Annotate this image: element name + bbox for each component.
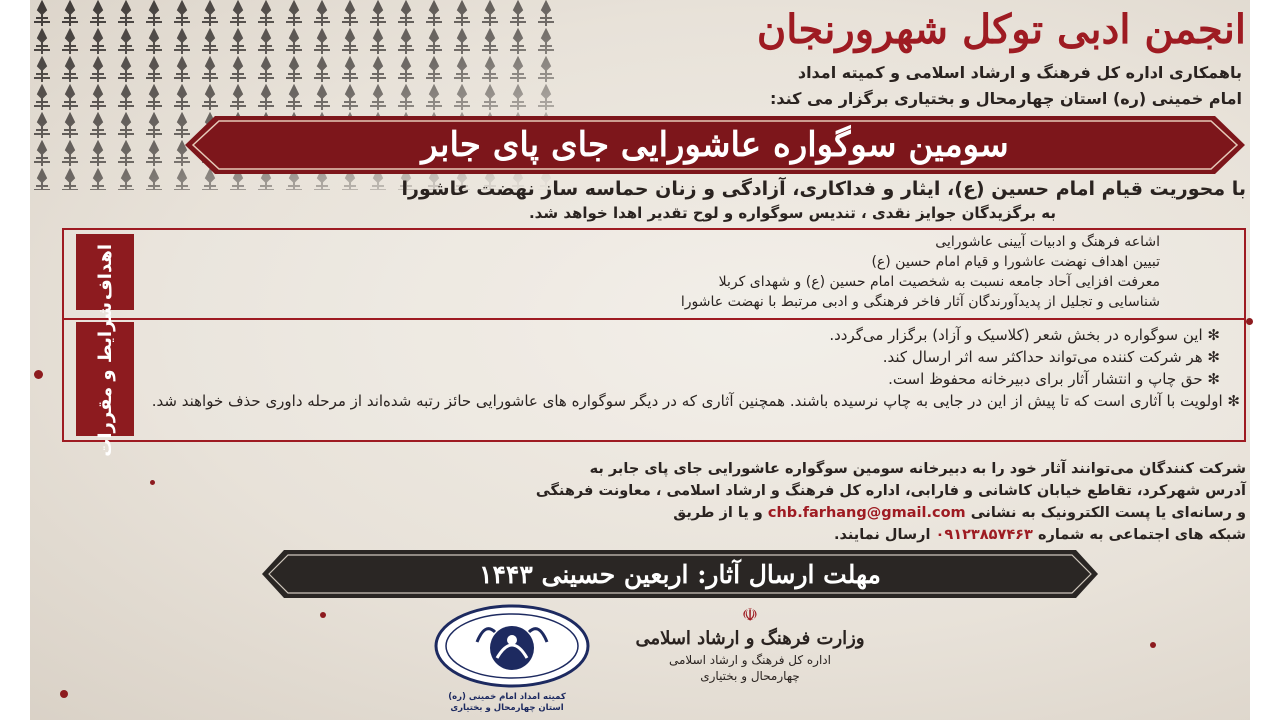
submission-line: و رسانه‌ای یا پست الکترونیک به نشانی chb.farhang@gmail.com و یا از طریق (673, 505, 1246, 521)
splatter-dot (34, 370, 43, 379)
collaboration-line: باهمکاری اداره کل فرهنگ و ارشاد اسلامی و کمیته امداد (797, 63, 1242, 82)
right-edge (1250, 0, 1280, 720)
rule-item: ✻ این سوگواره در بخش شعر (کلاسیک و آزاد) برگزار می‌گردد. (829, 326, 1220, 344)
goals-tab: اهداف (76, 234, 134, 310)
organization-title: انجمن ادبی توکل شهرورنجان (756, 6, 1246, 53)
rule-item: ✻ هر شرکت کننده می‌تواند حداکثر سه اثر ارسال کند. (882, 348, 1220, 366)
rules-list (140, 324, 1240, 412)
phone-number: ۰۹۱۲۳۸۵۷۴۶۳ (935, 527, 1033, 543)
submission-info (31, 458, 1246, 546)
awards-text: به برگزیدگان جوایز نقدی ، تندیس سوگواره و لوح تقدیر اهدا خواهد شد. (528, 204, 1056, 222)
rule-item: ✻ اولویت با آثاری است که تا پیش از این در جایی به چاپ نرسیده باشند. همچنین آثاری که در دیگر سوگواره های عاشورایی حائز رتبه شده‌اند از مرحله داوری حذف خواهند شد. (151, 392, 1240, 410)
theme-text: با محوریت قیام امام حسین (ع)، ایثار و فداکاری، آزادگی و زنان حماسه ساز نهضت عاشورا (401, 178, 1246, 200)
relief-committee-caption: کمیته امداد امام خمینی (ره) استان چهارمحال و بختیاری (448, 692, 566, 713)
rules-tab: شرایط و مقررات (76, 322, 134, 436)
deadline-text: مهلت ارسال آثار: اربعین حسینی ۱۴۴۳ (479, 559, 881, 589)
rule-item: ✻ حق چاپ و انتشار آثار برای دبیرخانه محفوظ است. (888, 370, 1220, 388)
ministry-logo (630, 605, 870, 715)
iran-emblem-icon: ☫ (741, 605, 759, 626)
left-edge (0, 0, 30, 720)
ministry-province: چهارمحال و بختیاری (700, 669, 800, 683)
goal-item: معرفت افزایی آحاد جامعه نسبت به شخصیت امام حسین (ع) و شهدای کربلا (718, 274, 1160, 290)
splatter-dot (320, 612, 326, 618)
event-title: سومین سوگواره عاشورایی جای پای جابر (421, 125, 1009, 165)
ministry-office: اداره کل فرهنگ و ارشاد اسلامی (669, 653, 831, 667)
goal-item: اشاعه فرهنگ و ادبیات آیینی عاشورایی (935, 234, 1160, 250)
ministry-name: وزارت فرهنگ و ارشاد اسلامی (635, 628, 865, 649)
submission-line: شرکت کنندگان می‌توانند آثار خود را به دبیرخانه سومین سوگواره عاشورایی جای پای جابر به (589, 461, 1246, 477)
collaboration-text (542, 60, 1242, 112)
goals-list (160, 232, 1160, 312)
splatter-dot (1150, 642, 1156, 648)
goal-item: شناسایی و تجلیل از پدیدآورندگان آثار فاخر فرهنگی و ادبی مرتبط با نهضت عاشورا (680, 294, 1160, 310)
submission-line: شبکه های اجتماعی به شماره ۰۹۱۲۳۸۵۷۴۶۳ ارسال نمایند. (833, 527, 1246, 543)
submission-line: آدرس شهرکرد، تقاطع خیابان کاشانی و فارابی، اداره کل فرهنگ و ارشاد اسلامی ، معاونت فرهنگی (535, 483, 1246, 499)
email-link[interactable]: chb.farhang@gmail.com (767, 505, 966, 521)
splatter-dot (60, 690, 68, 698)
splatter-dot (1246, 318, 1253, 325)
collaboration-line: امام خمینی (ره) استان چهارمحال و بختیاری برگزار می کند: (769, 89, 1242, 108)
goal-item: تبیین اهداف نهضت عاشورا و قیام امام حسین (ع) (871, 254, 1160, 270)
